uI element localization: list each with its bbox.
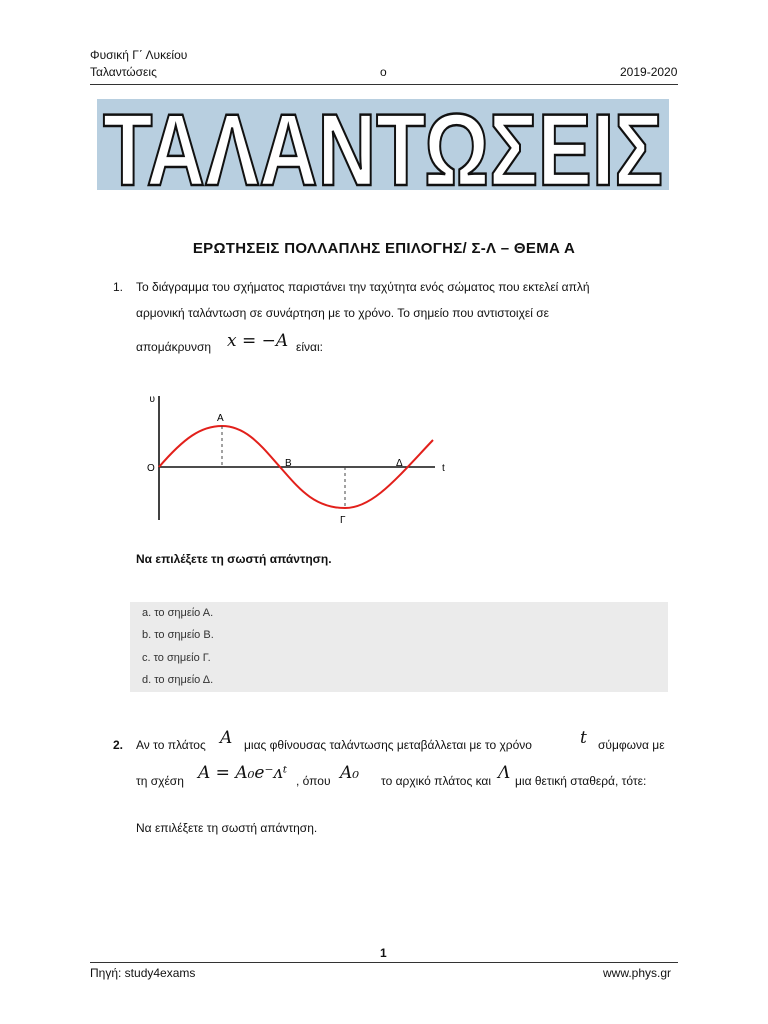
header-year: 2019-2020 — [620, 65, 678, 79]
footer-source: Πηγή: study4exams — [90, 966, 196, 980]
point-a-label: Α — [217, 413, 224, 424]
choice-b[interactable]: b. το σημείο Β. — [142, 629, 214, 641]
q1-line3-pre: απομάκρυνση — [136, 340, 212, 354]
velocity-time-graph — [135, 388, 455, 528]
q1-choices-box — [130, 602, 668, 692]
y-axis-label: υ — [149, 394, 155, 405]
point-b-label: Β — [285, 458, 292, 469]
header-center-mark: ο — [380, 65, 387, 79]
q1-instruction: Να επιλέξετε τη σωστή απάντηση. — [136, 552, 332, 566]
q2-math-a0: A₀ — [340, 763, 360, 783]
q2-line1-b: μιας φθίνουσας ταλάντωσης μεταβάλλεται με το χρόνο — [244, 738, 532, 752]
choice-d[interactable]: d. το σημείο Δ. — [142, 674, 214, 686]
q2-instruction: Να επιλέξετε τη σωστή απάντηση. — [136, 821, 318, 835]
q1-line3-post: είναι: — [296, 340, 323, 354]
q2-line2-c: το αρχικό πλάτος και — [381, 774, 492, 788]
choice-c[interactable]: c. το σημείο Γ. — [142, 652, 211, 664]
q1-number: 1. — [113, 280, 124, 294]
choice-a[interactable]: a. το σημείο Α. — [142, 607, 214, 619]
footer-website[interactable]: www.phys.gr — [603, 966, 672, 980]
page-number: 1 — [380, 946, 387, 960]
q2-line1-c: σύμφωνα με — [598, 738, 665, 752]
q2-line1-a: Αν το πλάτος — [136, 738, 206, 752]
header-subject: Φυσική Γ΄ Λυκείου — [90, 48, 188, 62]
q2-math-t: t — [580, 728, 587, 748]
q2-line2-d: μια θετική σταθερά, τότε: — [515, 774, 647, 788]
x-axis-label: t — [442, 463, 445, 474]
q1-line2: αρμονική ταλάντωση σε συνάρτηση με το χρόνο. Το σημείο που αντιστοιχεί σε — [136, 306, 550, 320]
point-g-label: Γ — [340, 515, 346, 526]
q2-line2-b: , όπου — [296, 774, 331, 788]
header-divider — [90, 84, 678, 85]
banner-title: ΤΑΛΑΝΤΩΣΕΙΣ — [103, 93, 663, 207]
q2-line2-a: τη σχέση — [136, 774, 184, 788]
q1-line1: Το διάγραμμα του σχήματος παριστάνει την ταχύτητα ενός σώματος που εκτελεί απλή — [136, 280, 590, 294]
point-d-label: Δ — [396, 458, 403, 469]
q2-number: 2. — [113, 738, 124, 752]
section-title: ΕΡΩΤΗΣΕΙΣ ΠΟΛΛΑΠΛΗΣ ΕΠΙΛΟΓΗΣ/ Σ-Λ – ΘΕΜΑ Α — [192, 240, 576, 257]
header-topic: Ταλαντώσεις — [90, 65, 157, 79]
origin-label: O — [147, 463, 155, 474]
title-banner — [97, 93, 669, 207]
q2-math-lambda: Λ — [498, 763, 511, 783]
q2-math-a: A — [220, 728, 233, 748]
q2-math-formula: A = A₀e⁻ᴧᵗ — [198, 763, 288, 783]
footer-divider — [90, 962, 678, 963]
q1-math-x-equals-minus-a: x = −A — [227, 331, 289, 351]
